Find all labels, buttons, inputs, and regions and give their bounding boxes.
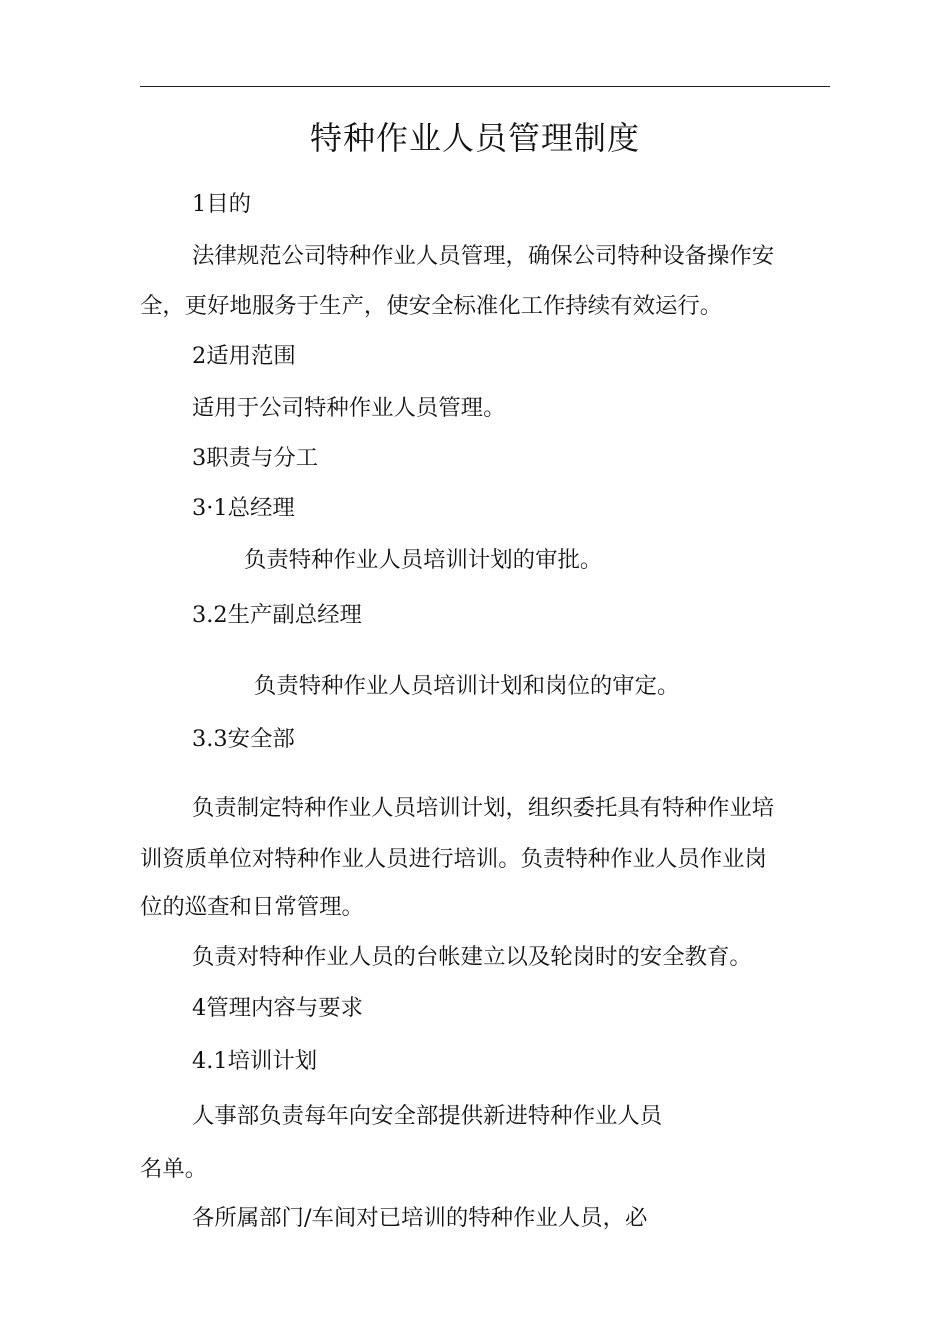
paragraph-line: 各所属部门/车间对已培训的特种作业人员，必 bbox=[192, 1205, 648, 1231]
paragraph-line: 名单。 bbox=[140, 1156, 208, 1182]
paragraph-line: 负责对特种作业人员的台帐建立以及轮岗时的安全教育。 bbox=[192, 944, 752, 970]
paragraph-line: 负责制定特种作业人员培训计划，组织委托具有特种作业培 bbox=[192, 795, 775, 821]
paragraph-line: 位的巡查和日常管理。 bbox=[140, 894, 364, 920]
subsection-heading: 4.1培训计划 bbox=[192, 1048, 318, 1074]
paragraph-line: 人事部负责每年向安全部提供新进特种作业人员 bbox=[192, 1103, 663, 1129]
paragraph-line: 法律规范公司特种作业人员管理，确保公司特种设备操作安 bbox=[192, 243, 775, 269]
paragraph-line: 训资质单位对特种作业人员进行培训。负责特种作业人员作业岗 bbox=[140, 846, 767, 872]
paragraph-line: 适用于公司特种作业人员管理。 bbox=[192, 395, 506, 421]
subsection-heading: 3·1总经理 bbox=[192, 495, 295, 521]
paragraph-line: 负责特种作业人员培训计划的审批。 bbox=[244, 547, 603, 573]
paragraph-line: 负责特种作业人员培训计划和岗位的审定。 bbox=[254, 673, 680, 699]
section-heading-management: 4管理内容与要求 bbox=[192, 995, 363, 1021]
section-heading-purpose: 1目的 bbox=[192, 191, 252, 217]
section-heading-scope: 2适用范围 bbox=[192, 343, 296, 369]
document-title: 特种作业人员管理制度 bbox=[309, 119, 640, 157]
subsection-heading: 3.3安全部 bbox=[192, 726, 295, 752]
section-heading-duties: 3职责与分工 bbox=[192, 445, 319, 471]
header-rule bbox=[140, 86, 830, 87]
subsection-heading: 3.2生产副总经理 bbox=[192, 602, 362, 628]
paragraph-line: 全，更好地服务于生产，使安全标准化工作持续有效运行。 bbox=[140, 293, 723, 319]
